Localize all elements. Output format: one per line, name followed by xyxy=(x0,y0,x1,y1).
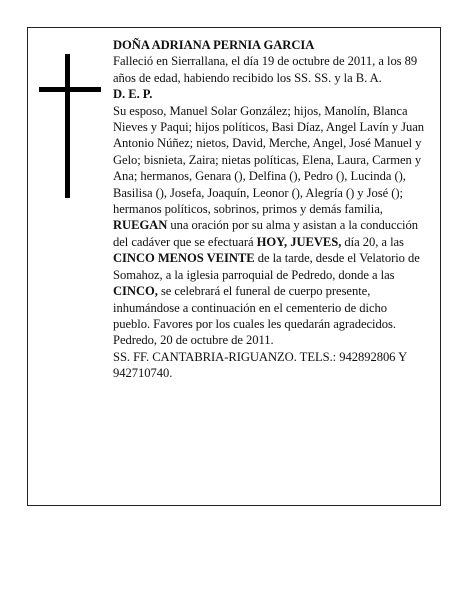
deceased-name: DOÑA ADRIANA PERNIA GARCIA xyxy=(113,38,315,52)
procession-day: HOY, JUEVES, xyxy=(256,234,342,249)
obituary-text xyxy=(113,37,425,382)
place-date: Pedredo, 20 de octubre de 2011. xyxy=(113,333,274,348)
request-text-2: día 20, a las xyxy=(341,234,404,249)
family-list: Su esposo, Manuel Solar González; hijos, Manolín, Blanca Nieves y Paqui; hijos políticos, Basi Díaz, Angel Lavín y Juan Antonio Núñez; nietos, David, Merche, Angel, José Manuel y Gelo; bisnieta, Zaira; nietas políticas, Elena, Laura, Carmen y Ana; hermanos, Genara (), Delfina (), Pedro (), Lucinda (), Basilisa (), Josefa, Joaquín, Leonor (), Alegría () y José (); hermanos políticos, sobrinos, primos y demás familia, xyxy=(113,103,425,217)
death-statement: Falleció en Sierrallana, el día 19 de octubre de 2011, a los 89 años de edad, habiendo recibido los SS. SS. y la B. A. xyxy=(113,54,418,85)
request-text-4: se celebrará el funeral de cuerpo presente, inhumándose a continuación en el cementerio de dicho pueblo. Favores por los cuales les quedarán agradecidos. xyxy=(113,284,396,331)
funeral-home-contact: SS. FF. CANTABRIA-RIGUANZO. TELS.: 942892806 Y 942710740. xyxy=(113,349,407,381)
ruegan-word: RUEGAN xyxy=(113,218,168,233)
request-text-3: de la tarde, desde el Velatorio de Somahoz, a la iglesia parroquial de Pedredo, donde a las xyxy=(113,251,420,282)
rip-line: D. E. P. xyxy=(113,87,153,102)
latin-cross-icon xyxy=(39,54,101,198)
procession-time: CINCO MENOS VEINTE xyxy=(113,251,255,266)
request-text-1: una oración por su alma y asistan a la conducción del cadáver que se efectuará xyxy=(113,218,418,249)
funeral-time: CINCO, xyxy=(113,284,158,299)
request-paragraph xyxy=(113,217,425,332)
